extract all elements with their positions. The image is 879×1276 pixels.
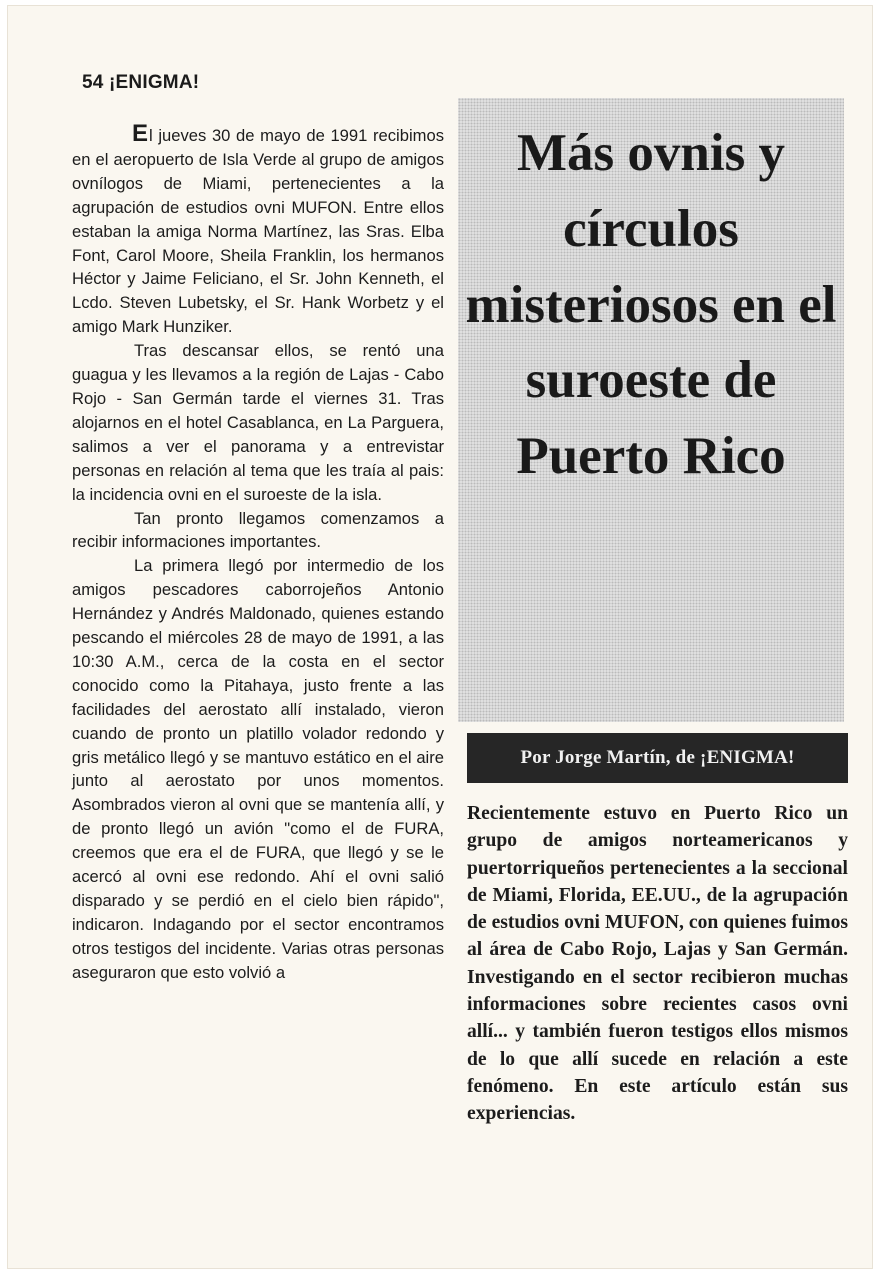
magazine-page (8, 6, 872, 1268)
body-paragraph: Tras descansar ellos, se rentó una guagua y les llevamos a la región de Lajas - Cabo Rojo - San Germán tarde el viernes 31. Tras alojarnos en el hotel Casablanca, en La Parguera, salimos a ver el panorama y a entrevistar personas en relación al tema que les traía al pais: la incidencia ovni en el suroeste de la isla. (72, 341, 444, 504)
body-paragraph: Tan pronto llegamos comenzamos a recibir informaciones importantes. (72, 508, 444, 552)
article-intro: Recientemente estuvo en Puerto Rico un grupo de amigos norteamericanos y puertorriqueños pertenecientes a la seccional de Miami, Florida, EE.UU., de la agrupación de estudios ovni MUFON, con quienes fuimos al área de Cabo Rojo, Lajas y San Germán. Investigando en el sector recibieron muchas informaciones sobre recientes casos ovni allí... y también fueron testigos ellos mismos de lo que allí sucede en relación a este fenómeno. En este artículo están sus experiencias. (467, 803, 848, 1125)
magazine-name: ¡ENIGMA! (109, 72, 200, 93)
page-number: 54 (82, 72, 104, 93)
paragraph-text: l jueves 30 de mayo de 1991 recibimos en el aeropuerto de Isla Verde al grupo de amigos ovnílogos de Miami, pertenecientes a la agrupación de estudios ovni MUFON. Entre ellos estaban la amiga Norma Martínez, las Sras. Elba Font, Carol Moore, Sheila Franklin, los hermanos Héctor y Jaime Feliciano, el Sr. John Kenneth, el Lcdo. Steven Lubetsky, el Sr. Hank Worbetz y el amigo Mark Hunziker. (72, 126, 444, 337)
drop-cap: E (132, 120, 149, 147)
byline-banner: Por Jorge Martín, de ¡ENIGMA! (467, 733, 848, 783)
article-body-column (72, 120, 444, 985)
page-header (82, 72, 199, 94)
body-paragraph (72, 120, 444, 339)
body-paragraph: La primera llegó por intermedio de los amigos pescadores caborrojeños Antonio Hernández y Andrés Maldonado, quienes estando pescando el miércoles 28 de mayo de 1991, a las 10:30 A.M., cerca de la costa en el sector conocido como la Pitahaya, justo frente a las facilidades del aerostato allí instalado, vieron cuando de pronto un platillo volador redondo y gris metálico llegó y se mantuvo estático en el aire junto al aerostato por unos momentos. Asombrados vieron al ovni que se mantenía allí, y de pronto llegó un avión "como el de FURA, creemos que era el de FURA, que llegó y se le acercó al ovni ese redondo. Ahí el ovni salió disparado y se perdió en el cielo bien rápido", indicaron. Indagando por el sector encontramos otros testigos del incidente. Varias otras personas aseguraron que esto volvió a (72, 556, 444, 982)
article-title: Más ovnis y círculos misteriosos en el suroeste de Puerto Rico (465, 124, 837, 486)
title-box (458, 98, 844, 722)
